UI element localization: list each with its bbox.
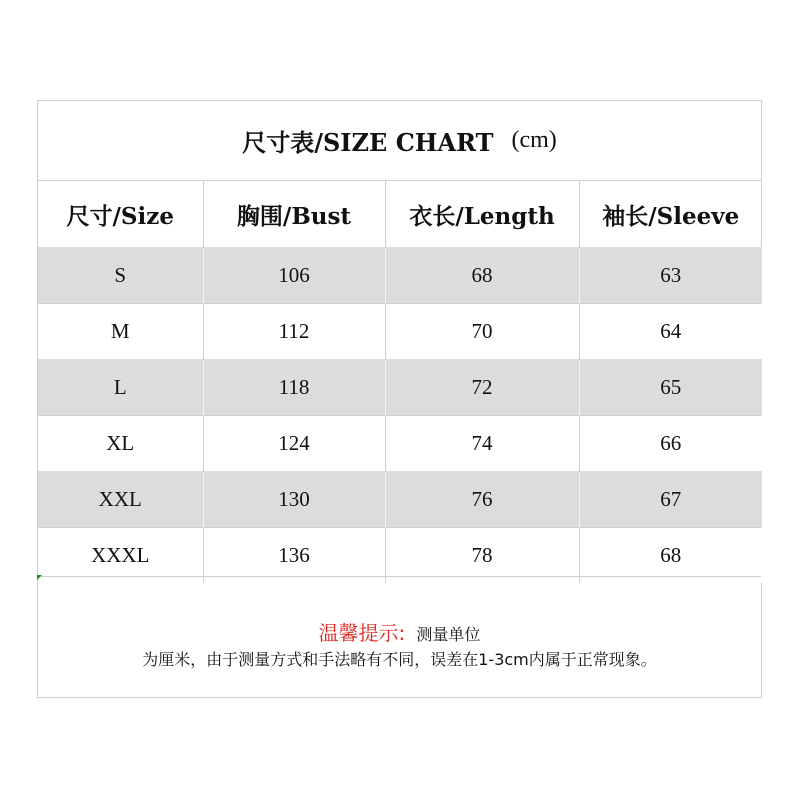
tip-text: 测量单位 — [416, 625, 481, 644]
cell-length: 74 — [385, 416, 579, 472]
header-size: 尺寸/Size — [38, 181, 203, 248]
cell-bust: 106 — [203, 248, 385, 304]
table-row — [38, 248, 762, 304]
cell-size: M — [38, 304, 203, 360]
cell-length: 72 — [385, 360, 579, 416]
chart-title-unit: (cm) — [511, 127, 557, 153]
cell-size: L — [38, 360, 203, 416]
tip-label: 温馨提示: — [318, 621, 406, 645]
tip-line — [38, 617, 761, 646]
cell-bust: 124 — [203, 416, 385, 472]
table-row — [38, 304, 762, 360]
cell-bust: 118 — [203, 360, 385, 416]
corner-marker-icon — [37, 575, 42, 580]
table-row — [38, 472, 762, 528]
cell-length: 78 — [385, 528, 579, 584]
cell-size: XL — [38, 416, 203, 472]
cell-sleeve: 65 — [579, 360, 762, 416]
size-chart — [37, 100, 762, 698]
measurement-notes — [38, 576, 761, 698]
cell-bust: 136 — [203, 528, 385, 584]
cell-size: S — [38, 248, 203, 304]
cell-sleeve: 68 — [579, 528, 762, 584]
header-sleeve: 袖长/Sleeve — [602, 202, 740, 230]
cell-length: 68 — [385, 248, 579, 304]
chart-title-main: 尺寸表/SIZE CHART — [242, 128, 494, 157]
cell-sleeve: 66 — [579, 416, 762, 472]
size-table — [38, 181, 762, 583]
cell-length: 76 — [385, 472, 579, 528]
cell-sleeve: 63 — [579, 248, 762, 304]
table-row — [38, 416, 762, 472]
cell-bust: 112 — [203, 304, 385, 360]
cell-size: XXL — [38, 472, 203, 528]
cell-sleeve: 67 — [579, 472, 762, 528]
cell-length: 70 — [385, 304, 579, 360]
header-bust: 胸围/Bust — [203, 181, 385, 248]
table-row — [38, 360, 762, 416]
header-row — [38, 181, 762, 248]
cell-sleeve: 64 — [579, 304, 762, 360]
tip-note-detail: 为厘米，由于测量方式和手法略有不同，误差在1-3cm内属于正常现象。 — [142, 650, 657, 669]
table-row — [38, 528, 762, 584]
header-length: 衣长/Length — [385, 181, 579, 248]
cell-bust: 130 — [203, 472, 385, 528]
cell-size: XXXL — [38, 528, 203, 584]
chart-title — [38, 101, 761, 181]
